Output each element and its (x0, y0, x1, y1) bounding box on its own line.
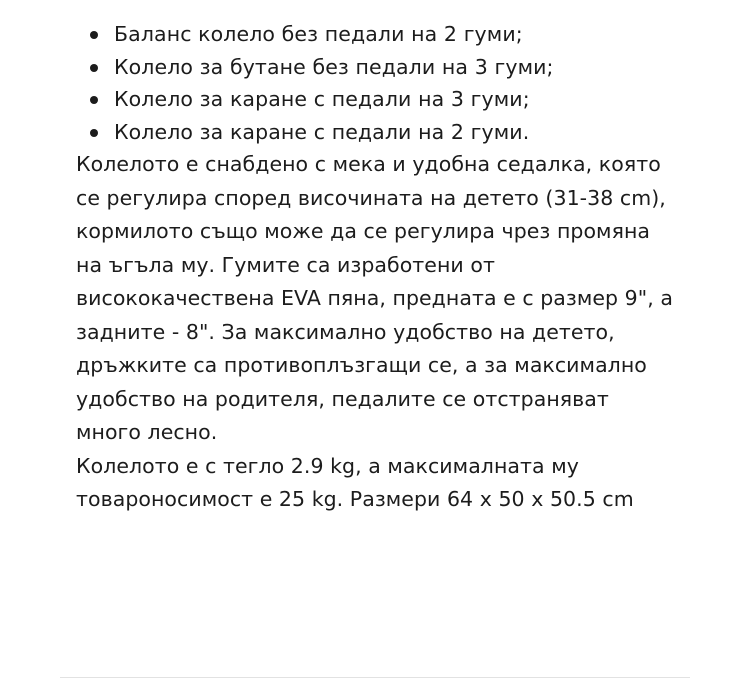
list-item (76, 51, 676, 84)
bullet-dot-icon (90, 64, 98, 72)
description-paragraph-1: Колелото е снабдено с мека и удобна седалка, която се регулира според височината на детето (31-38 cm), кормилото също може да се регулира чрез промяна на ъгъла му. Гумите са изработени от висококачествена EVA пяна, предната е с размер 9", а задните - 8". За максимално удобство на детето, дръжките са противоплъзгащи се, а за максимално удобство на родителя, педалите се отстраняват много лесно. (76, 152, 673, 444)
list-item-label: Баланс колело без педали на 2 гуми; (114, 22, 523, 46)
document-content (76, 18, 676, 517)
list-item (76, 18, 676, 51)
description-paragraph-2: Колелото е с тегло 2.9 kg, а максималната му товароносимост е 25 kg. Размери 64 x 50 x 50.5 cm (76, 453, 634, 511)
feature-bullet-list (76, 18, 676, 148)
bullet-dot-icon (90, 31, 98, 39)
bullet-dot-icon (90, 96, 98, 104)
list-item (76, 116, 676, 149)
list-item-label: Колело за бутане без педали на 3 гуми; (114, 54, 554, 79)
bullet-dot-icon (90, 129, 98, 137)
list-item-label: Колело за каране с педали на 2 гуми. (114, 119, 530, 144)
list-item (76, 83, 676, 116)
list-item-label: Колело за каране с педали на 3 гуми; (114, 87, 530, 111)
bottom-divider (60, 677, 690, 678)
